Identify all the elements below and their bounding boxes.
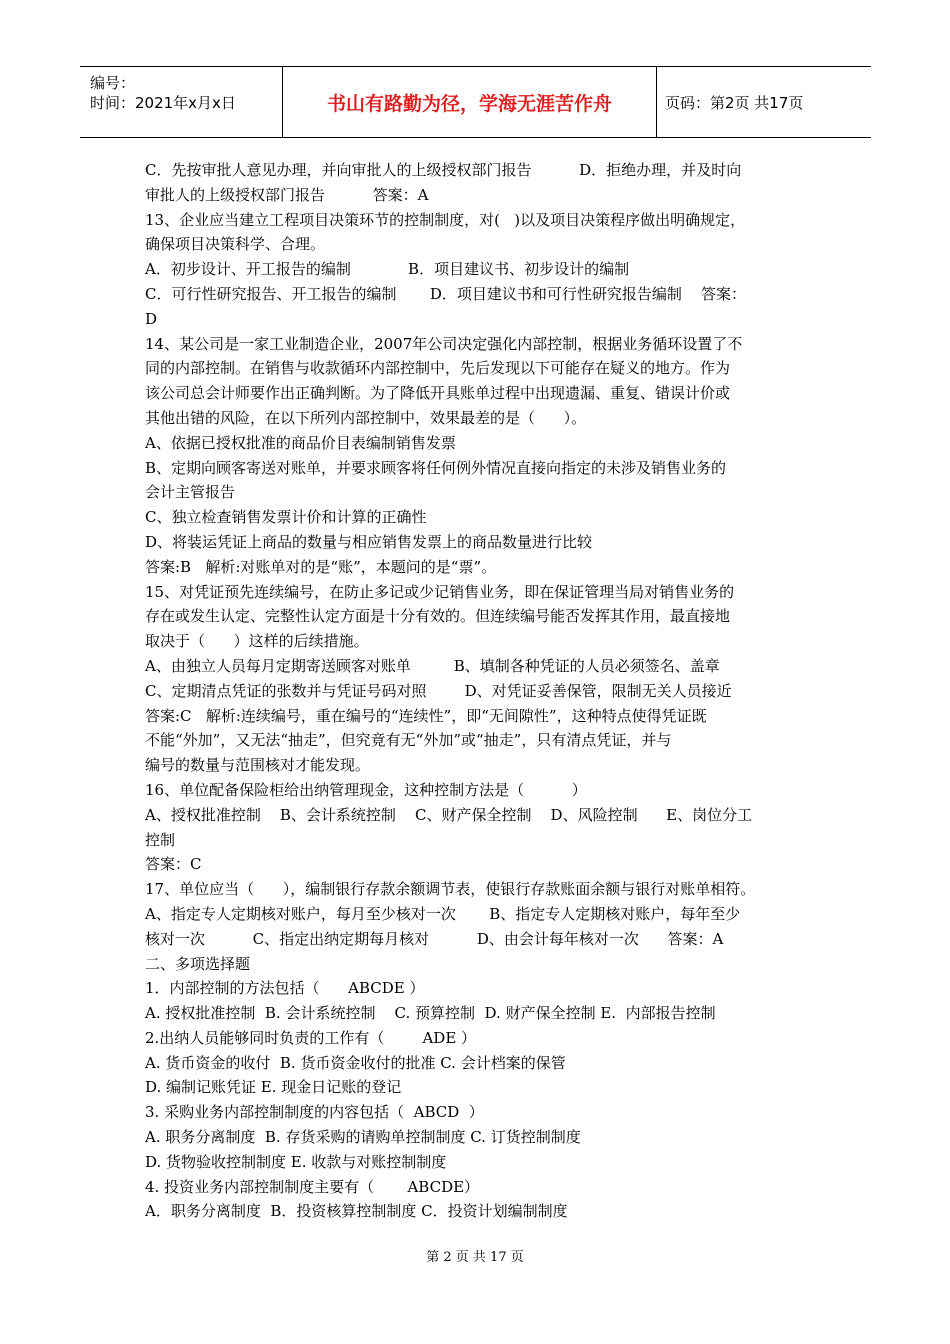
text-line: A. 职务分离制度 B. 存货采购的请购单控制制度 C. 订货控制制度	[145, 1128, 581, 1147]
text-line: 不能“外加”，又无法“抽走”，但究竟有无“外加”或“抽走”，只有清点凭证，并与	[145, 731, 672, 750]
text-line: 15、对凭证预先连续编号，在防止多记或少记销售业务，即在保证管理当局对销售业务的	[145, 582, 735, 601]
text-line: A、指定专人定期核对账户，每月至少核对一次 B、指定专人定期核对账户，每年至少	[145, 904, 741, 923]
text-line: 16、单位配备保险柜给出纳管理现金，这种控制方法是（ ）	[145, 780, 587, 799]
text-line: 核对一次 C、指定出纳定期每月核对 D、由会计每年核对一次 答案：A	[145, 929, 724, 948]
text-line: 审批人的上级授权部门报告 答案：A	[145, 185, 429, 204]
text-line: 二、多项选择题	[145, 954, 251, 973]
text-line: 1．内部控制的方法包括（ ABCDE ）	[145, 979, 425, 998]
text-line: 确保项目决策科学、合理。	[145, 235, 326, 254]
text-line: 答案：C	[145, 855, 202, 874]
text-line: 存在或发生认定、完整性认定方面是十分有效的。但连续编号能否发挥其作用，最直接地	[145, 607, 731, 626]
text-line: C．可行性研究报告、开工报告的编制 D．项目建议书和可行性研究报告编制 答案：	[145, 284, 746, 303]
text-line: C、独立检查销售发票计价和计算的正确性	[145, 508, 427, 527]
header-meta	[80, 67, 283, 137]
text-line: A、由独立人员每月定期寄送顾客对账单 B、填制各种凭证的人员必须签名、盖章	[145, 656, 720, 675]
text-line: 其他出错的风险，在以下所列内部控制中，效果最差的是（ ）。	[145, 408, 587, 427]
header-time: 时间：2021年x月x日	[90, 94, 236, 112]
text-line: D. 编制记账凭证 E. 现金日记账的登记	[145, 1078, 402, 1097]
text-line: A. 授权批准控制 B. 会计系统控制 C. 预算控制 D. 财产保全控制 E. 内部报告控制	[145, 1004, 716, 1023]
document-body	[145, 158, 810, 1224]
text-line: A．初步设计、开工报告的编制 B．项目建议书、初步设计的编制	[145, 260, 630, 279]
text-line: 该公司总会计师要作出正确判断。为了降低开具账单过程中出现遗漏、重复、错误计价或	[145, 384, 731, 403]
text-line: C．先按审批人意见办理，并向审批人的上级授权部门报告 D．拒绝办理，并及时向	[145, 161, 742, 179]
text-line: 14、某公司是一家工业制造企业，2007年公司决定强化内部控制，根据业务循环设置了不	[145, 334, 743, 353]
text-line: A、依据已授权批准的商品价目表编制销售发票	[145, 433, 456, 452]
header-number: 编号：	[90, 74, 136, 92]
text-line: 编号的数量与范围核对才能发现。	[145, 756, 371, 775]
text-line: D	[145, 309, 158, 328]
text-line: D. 货物验收控制制度 E. 收款与对账控制制度	[145, 1152, 447, 1171]
text-line: A、授权批准控制 B、会计系统控制 C、财产保全控制 D、风险控制 E、岗位分工	[145, 805, 753, 824]
text-line: 答案:B 解析:对账单对的是“账”，本题问的是“票”。	[145, 557, 497, 576]
text-line: 4. 投资业务内部控制制度主要有（ ABCDE）	[145, 1177, 480, 1196]
text-line: 3. 采购业务内部控制制度的内容包括（ ABCD ）	[145, 1103, 484, 1122]
text-line: C、定期清点凭证的张数并与凭证号码对照 D、对凭证妥善保管，限制无关人员接近	[145, 681, 732, 700]
page-header	[80, 66, 871, 138]
text-line: A．职务分离制度 B．投资核算控制制度 C．投资计划编制制度	[145, 1202, 568, 1221]
text-line: 取决于（ ）这样的后续措施。	[145, 632, 369, 651]
text-line: 17、单位应当（ ），编制银行存款余额调节表，使银行存款账面余额与银行对账单相符。	[145, 880, 756, 899]
text-line: 控制	[145, 830, 176, 849]
header-page-number: 页码：第2页 共17页	[665, 93, 804, 112]
header-motto: 书山有路勤为径，学海无涯苦作舟	[283, 67, 657, 137]
text-line: 会计主管报告	[145, 483, 236, 502]
text-line: A. 货币资金的收付 B. 货币资金收付的批准 C. 会计档案的保管	[145, 1053, 566, 1072]
text-line: 13、企业应当建立工程项目决策环节的控制制度，对( )以及项目决策程序做出明确规定，	[145, 210, 746, 229]
text-line: 2.出纳人员能够同时负责的工作有（ ADE ）	[145, 1028, 477, 1047]
text-line: D、将装运凭证上商品的数量与相应销售发票上的商品数量进行比较	[145, 532, 593, 551]
text-line: 同的内部控制。在销售与收款循环内部控制中，先后发现以下可能存在疑义的地方。作为	[145, 359, 731, 378]
text-line: 答案:C 解析:连续编号，重在编号的“连续性”，即“无间隙性”，这种特点使得凭证既	[145, 706, 707, 725]
page-footer: 第 2 页 共 17 页	[426, 1250, 524, 1265]
text-line: B、定期向顾客寄送对账单，并要求顾客将任何例外情况直接向指定的未涉及销售业务的	[145, 458, 727, 477]
